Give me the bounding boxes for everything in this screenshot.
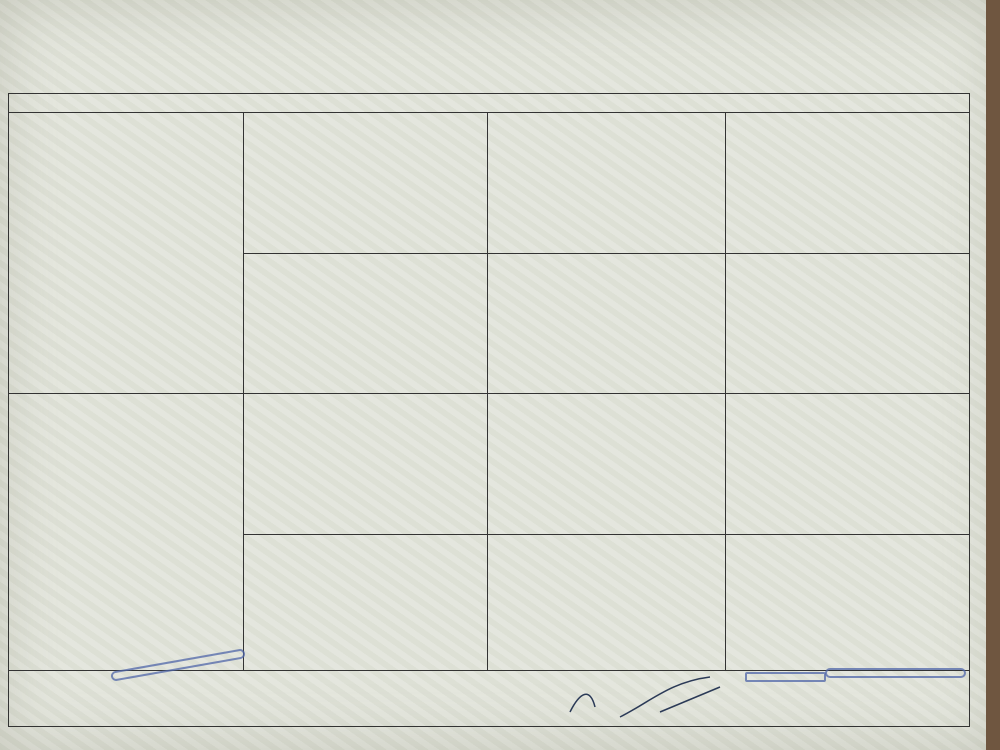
col-divider-1 — [243, 112, 244, 670]
stamp-right — [825, 668, 966, 678]
pedigree-table — [8, 93, 970, 727]
header-divider — [8, 112, 970, 113]
parents-divider — [8, 393, 970, 394]
signature — [560, 672, 730, 727]
gp-divider-1 — [243, 253, 970, 254]
stamp-right-name — [745, 672, 826, 682]
col-divider-2 — [487, 112, 488, 670]
col-divider-3 — [725, 112, 726, 670]
gp-divider-2 — [243, 534, 970, 535]
background-edge — [986, 0, 1000, 750]
